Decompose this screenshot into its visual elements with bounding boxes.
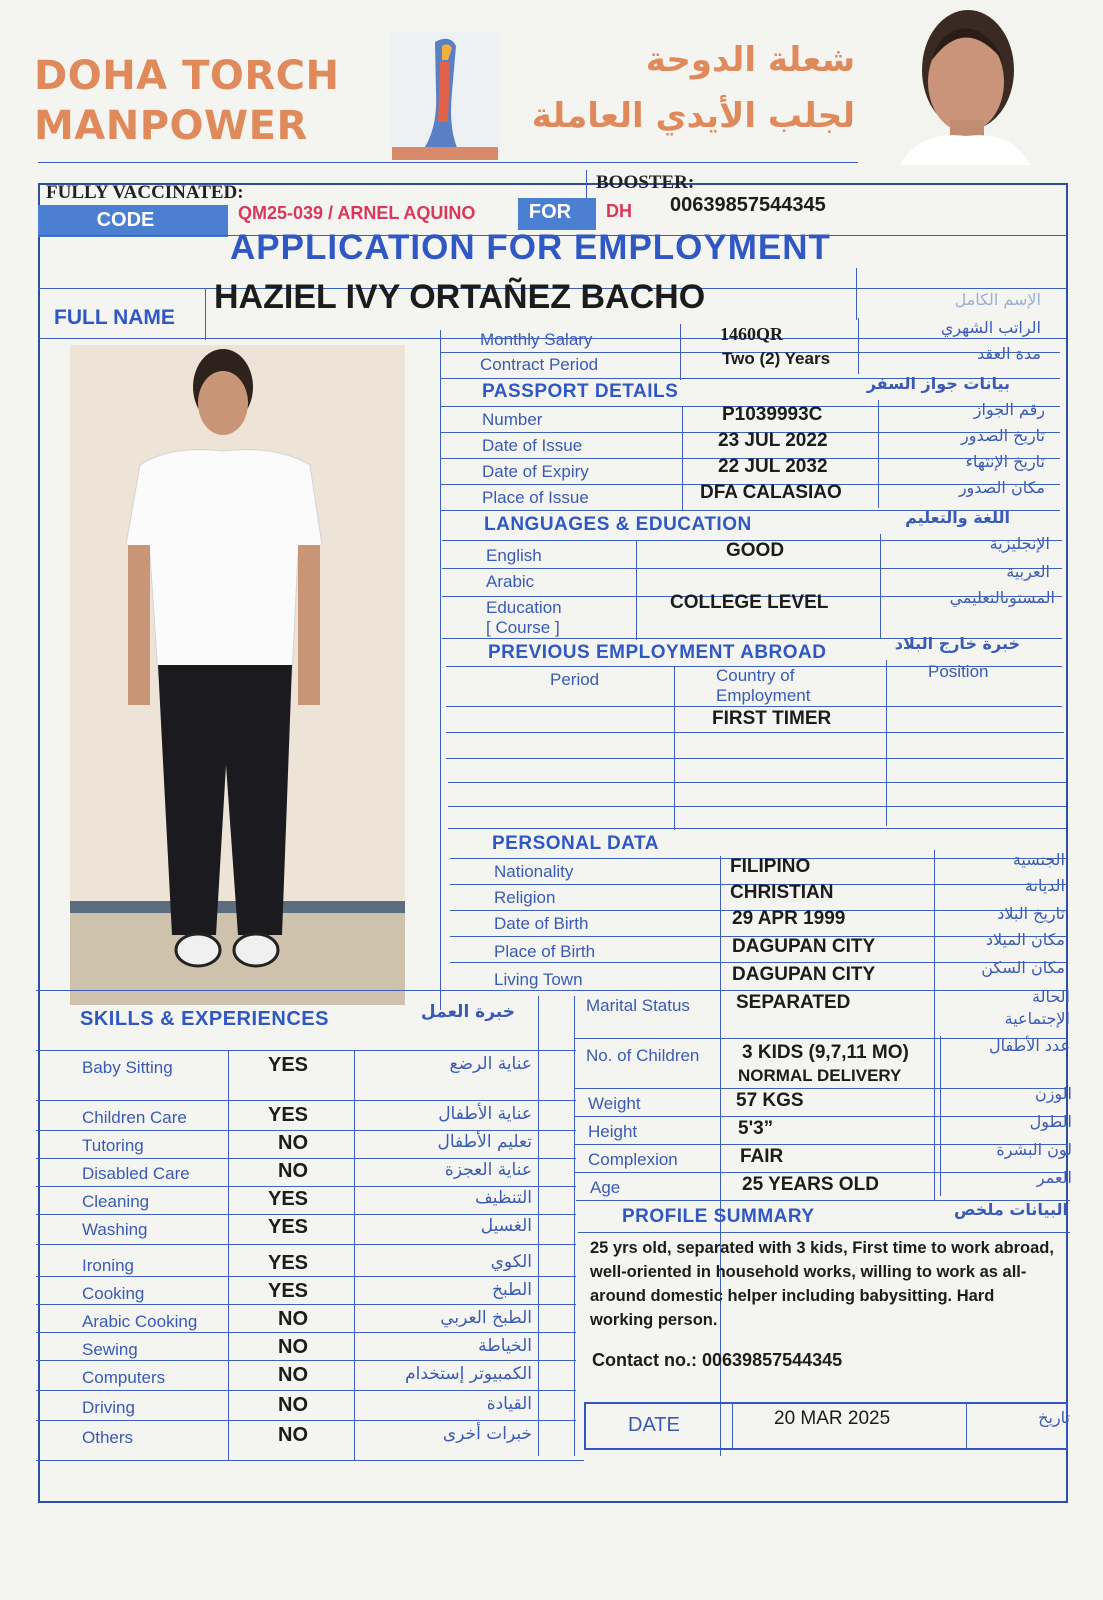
age-label: Age [590,1178,621,1197]
date-of-birth-value: 29 APR 1999 [732,908,846,929]
full-name-label: FULL NAME [54,306,175,329]
education-label: Education [ Course ] [486,598,562,637]
profile-summary-title: PROFILE SUMMARY [622,1206,815,1227]
skill-row-divider [36,1332,576,1333]
skill-arabic: خبرات أخرى [442,1424,532,1444]
skill-row-divider [36,1100,576,1101]
skill-label: Others [82,1428,134,1447]
contact-value: 00639857544345 [702,1350,843,1370]
place-of-birth-value: DAGUPAN CITY [732,936,876,957]
height-arabic: الطول [1029,1112,1072,1131]
skill-arabic: الغسيل [480,1216,532,1236]
full-name-arabic: الإسم الكامل [954,290,1041,309]
skill-row-divider [36,1214,576,1215]
position-column-header: Position [928,662,989,681]
skill-row-divider [36,1130,576,1131]
skill-label: Ironing [82,1256,134,1275]
english-arabic: الإنجليزية [989,534,1050,553]
skill-value: NO [278,1308,308,1330]
age-value: 25 YEARS OLD [742,1174,879,1195]
date-of-issue-value: 23 JUL 2022 [718,430,828,451]
monthly-salary-arabic: الراتب الشهري [940,318,1041,337]
skill-row-divider [36,1276,576,1277]
skill-value: YES [268,1216,309,1238]
passport-number-label: Number [482,410,543,429]
skill-label: Computers [82,1368,166,1387]
period-column-header: Period [550,670,600,689]
nationality-arabic: الجنسية [1012,850,1065,869]
date-of-expiry-arabic: تاريخ الإنتهاء [965,452,1045,471]
fully-vaccinated-label: FULLY VACCINATED: [46,182,244,203]
skill-arabic: تعليم الأطفال [437,1132,532,1152]
country-column-header: Country of Employment [716,666,811,705]
skill-row-divider [36,1420,576,1421]
brand-name-line2: MANPOWER [34,103,308,149]
age-arabic: العمر [1036,1168,1072,1187]
skill-arabic: التنظيف [475,1188,532,1208]
date-of-birth-label: Date of Birth [494,914,589,933]
skill-label: Arabic Cooking [82,1312,198,1331]
children-label: No. of Children [586,1046,700,1065]
english-value: GOOD [726,540,785,561]
skill-row-divider [36,1390,576,1391]
skill-value: NO [278,1160,308,1182]
contact-number-line [592,1350,842,1371]
skill-arabic: الكمبيوتر إستخدام [405,1364,532,1384]
date-arabic: تاريخ [1038,1408,1070,1427]
arabic-arabic: العربية [1006,562,1050,581]
skill-arabic: الخياطة [478,1336,532,1356]
religion-arabic: الديانة [1024,876,1065,895]
weight-value: 57 KGS [736,1090,804,1111]
profile-summary-text: 25 yrs old, separated with 3 kids, First time to work abroad, well-oriented in household works, willing to work as all-around domestic helper including babysitting. Hard working person. [590,1239,1054,1329]
code-label: CODE [96,209,155,231]
code-value: QM25-039 / ARNEL AQUINO [238,203,476,223]
brand-arabic-line2: لجلب الأيدي العاملة [531,96,855,136]
children-value: 3 KIDS (9,7,11 MO) [742,1042,909,1063]
living-town-label: Living Town [494,970,583,989]
passport-number-value: P1039993C [722,404,823,425]
place-of-issue-label: Place of Issue [482,488,589,507]
skill-row-divider [36,1158,576,1159]
place-of-issue-arabic: مكان الصدور [958,478,1045,497]
nationality-label: Nationality [494,862,574,881]
skill-arabic: عناية الأطفال [438,1104,532,1124]
date-of-expiry-value: 22 JUL 2032 [718,456,828,477]
skill-value: YES [268,1188,309,1210]
applicant-portrait-photo [880,0,1040,165]
profile-summary-arabic: البيانات ملخص [953,1200,1068,1219]
skills-section-arabic: خبرة العمل [420,1002,515,1022]
passport-number-arabic: رقم الجواز [973,400,1045,419]
skill-arabic: الكوي [490,1252,532,1272]
weight-arabic: الوزن [1034,1084,1072,1103]
contact-label: Contact no.: [592,1350,697,1370]
skills-section-title: SKILLS & EXPERIENCES [80,1008,329,1030]
passport-section-arabic: بيانات جواز السفر [866,374,1010,393]
torch-tower-logo [390,32,500,160]
date-of-birth-arabic: تاريخ البلاد [997,904,1065,923]
date-value: 20 MAR 2025 [774,1408,891,1429]
place-of-birth-label: Place of Birth [494,942,596,961]
education-value: COLLEGE LEVEL [670,592,829,613]
skill-value: YES [268,1104,309,1126]
place-of-issue-value: DFA CALASIAO [700,482,842,503]
skill-arabic: القيادة [486,1394,532,1414]
skill-row-divider [36,1186,576,1187]
marital-status-value: SEPARATED [736,992,851,1013]
skill-value: YES [268,1054,309,1076]
date-of-issue-arabic: تاريخ الصدور [961,426,1045,445]
living-town-value: DAGUPAN CITY [732,964,876,985]
skill-label: Driving [82,1398,135,1417]
marital-status-arabic: الحالة الإجتماعية [1004,987,1070,1028]
skill-value: NO [278,1132,308,1154]
form-title: APPLICATION FOR EMPLOYMENT [230,228,831,267]
arabic-label: Arabic [486,572,535,591]
skill-label: Cleaning [82,1192,150,1211]
passport-section-title: PASSPORT DETAILS [482,381,679,402]
booster-label: BOOSTER: [596,172,695,193]
for-label: FOR [528,201,572,223]
skill-arabic: عناية الرضع [449,1054,532,1074]
previous-employment-title: PREVIOUS EMPLOYMENT ABROAD [488,642,827,663]
top-phone-number: 00639857544345 [670,194,826,216]
date-label: DATE [628,1414,680,1436]
complexion-arabic: لون البشرة [996,1140,1072,1159]
previous-employment-entry: FIRST TIMER [712,708,832,729]
languages-section-title: LANGUAGES & EDUCATION [484,514,752,535]
skill-value: NO [278,1336,308,1358]
skill-label: Sewing [82,1340,138,1359]
skill-arabic: الطبخ [492,1280,532,1300]
english-label: English [486,546,542,565]
brand-name-line1: DOHA TORCH [34,53,340,99]
complexion-value: FAIR [740,1146,784,1167]
skill-value: NO [278,1364,308,1386]
children-delivery: NORMAL DELIVERY [738,1066,902,1085]
brand-arabic-line1: شعلة الدوحة [645,40,855,80]
education-arabic: المستوىالتعليمي [949,588,1055,607]
skill-row-divider [36,1460,584,1461]
languages-section-arabic: اللغة والتعليم [905,508,1010,527]
skill-label: Baby Sitting [82,1058,173,1077]
skill-value: YES [268,1280,309,1302]
skill-row-divider [36,1304,576,1305]
personal-data-title: PERSONAL DATA [492,833,659,854]
monthly-salary-value: 1460QR [720,324,783,344]
full-name-value: HAZIEL IVY ORTAÑEZ BACHO [214,278,706,316]
height-label: Height [588,1122,638,1141]
children-arabic: عدد الأطفال [988,1036,1070,1055]
monthly-salary-label: Monthly Salary [480,330,593,349]
skill-arabic: الطبخ العربي [440,1308,532,1328]
marital-status-label: Marital Status [586,996,690,1015]
skill-label: Disabled Care [82,1164,190,1183]
date-of-issue-label: Date of Issue [482,436,583,455]
contract-period-value: Two (2) Years [722,349,831,368]
religion-label: Religion [494,888,556,907]
for-value: DH [606,201,632,221]
skill-value: NO [278,1394,308,1416]
height-value: 5'3” [738,1118,774,1139]
date-of-expiry-label: Date of Expiry [482,462,589,481]
contract-period-label: Contract Period [480,355,599,374]
skill-arabic: عناية العجزة [444,1160,532,1180]
nationality-value: FILIPINO [730,856,811,877]
skill-row-divider [36,1360,576,1361]
skill-value: YES [268,1252,309,1274]
skill-label: Cooking [82,1284,145,1303]
skill-label: Washing [82,1220,148,1239]
religion-value: CHRISTIAN [730,882,834,903]
applicant-full-body-photo [70,345,405,1005]
place-of-birth-arabic: مكان الميلاد [985,930,1065,949]
complexion-label: Complexion [588,1150,678,1169]
skill-value: NO [278,1424,308,1446]
living-town-arabic: مكان السكن [981,958,1065,977]
skill-label: Children Care [82,1108,187,1127]
previous-employment-arabic: خبرة خارج البلاد [894,634,1020,653]
contract-period-arabic: مدة العقد [977,344,1041,363]
weight-label: Weight [588,1094,641,1113]
skill-label: Tutoring [82,1136,144,1155]
skill-row-divider [36,1244,576,1245]
